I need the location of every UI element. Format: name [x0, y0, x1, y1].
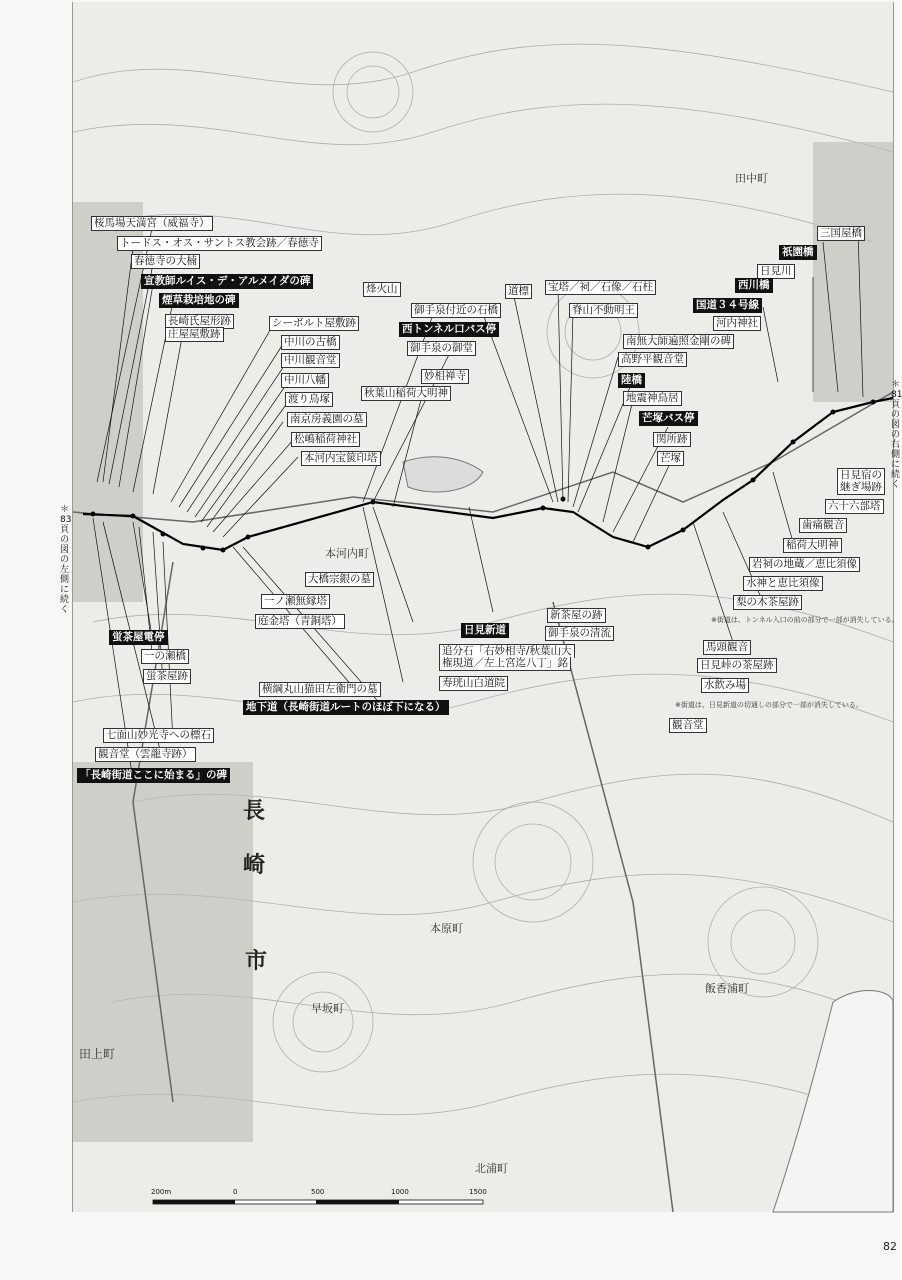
label-hokyoin[interactable]: 本河内宝篋印塔	[301, 451, 381, 466]
label-jishin[interactable]: 地震神鳥居	[623, 391, 682, 406]
label-rikkyo[interactable]: 陸橋	[618, 373, 645, 388]
label-kawachi-jinja[interactable]: 河内神社	[713, 316, 761, 331]
place-name-iikou: 飯香浦町	[705, 982, 749, 995]
place-name-kitaura: 北浦町	[475, 1162, 508, 1175]
scale-label-500: 500	[311, 1188, 325, 1196]
label-kannondo-unryu[interactable]: 観音堂（雲龍寺跡）	[95, 747, 196, 762]
label-bozuka-bus[interactable]: 芒塚バス停	[639, 411, 698, 426]
label-nishi-tunnel-bus[interactable]: 西トンネル口バス停	[399, 322, 499, 337]
label-nashi[interactable]: 梨の木茶屋跡	[733, 595, 802, 610]
label-nakagawa-kannon[interactable]: 中川観音堂	[281, 353, 340, 368]
side-note-left: ＊83頁の図の左側に続く	[60, 505, 72, 615]
label-oiwake[interactable]: 追分石「右妙相寺/秋葉山大	[439, 644, 575, 658]
label-hoto[interactable]: 宝塔／祠／石像／石柱	[545, 280, 656, 295]
note-tunnel: ※街道は、トンネル入口の前の部分で一部が消失している。	[711, 616, 899, 624]
page-number: 82	[883, 1240, 897, 1253]
label-almeida[interactable]: 宣教師ルイス・デ・アルメイダの碑	[141, 274, 313, 289]
label-anshin[interactable]: 庭金塔（青銅塔）	[255, 614, 345, 629]
label-mitarai-mido[interactable]: 御手泉の御堂	[407, 341, 476, 356]
side-note-right: ＊81頁の図の右側に続く	[891, 380, 902, 490]
label-mikuniya[interactable]: 三国屋橋	[817, 226, 865, 241]
label-inari[interactable]: 稲荷大明神	[783, 538, 842, 553]
label-himi-juku-2[interactable]: 継ぎ場跡	[837, 481, 885, 495]
label-mitarai-ishibashi[interactable]: 御手泉付近の石橋	[411, 303, 501, 318]
label-bozuka[interactable]: 芒塚	[657, 451, 684, 466]
scale-label-1500: 1500	[469, 1188, 487, 1196]
place-name-motohara: 本原町	[430, 922, 463, 935]
label-hotaru-bus[interactable]: 蛍茶屋電停	[109, 630, 168, 645]
label-suijin[interactable]: 水神と恵比須像	[743, 576, 823, 591]
scale-label-0: 0	[233, 1188, 238, 1196]
label-noroshi[interactable]: 烽火山	[363, 282, 401, 297]
label-chikado[interactable]: 地下道（長崎街道ルートのほぼ下になる）	[243, 700, 449, 715]
label-nishikawabashi[interactable]: 西川橋	[735, 278, 773, 293]
label-shuntokuji-kusu[interactable]: 春徳寺の大楠	[131, 254, 200, 269]
note-himi: ※街道は、日見新道の切通しの部分で一部が消失している。	[675, 701, 863, 709]
place-name-tagami: 田上町	[79, 1047, 116, 1061]
label-hanotsu[interactable]: 歯痛観音	[799, 518, 847, 533]
label-kokudo-34[interactable]: 国道３４号線	[693, 298, 762, 313]
label-himigawa[interactable]: 日見川	[757, 264, 795, 279]
place-name-hayasaka: 早坂町	[311, 1002, 344, 1015]
label-himi-touge[interactable]: 日見峠の茶屋跡	[697, 658, 777, 673]
scale-label-200m: 200m	[151, 1188, 172, 1196]
label-siebold[interactable]: シーボルト屋敷跡	[269, 316, 359, 331]
label-rokujuroku[interactable]: 六十六部塔	[825, 499, 884, 514]
label-sekisho[interactable]: 関所跡	[653, 432, 691, 447]
label-jurin[interactable]: 寿珖山白道院	[439, 676, 508, 691]
place-name-tanaka: 田中町	[735, 172, 768, 185]
label-nakagawa-hachiman[interactable]: 中川八幡	[281, 373, 329, 388]
label-ichinose-tou[interactable]: 一ノ瀬無縁塔	[261, 594, 330, 609]
label-sakurababa[interactable]: 桜馬場天満宮（威福寺）	[91, 216, 213, 231]
place-name-shi: 市	[245, 949, 268, 974]
place-name-hon-kawachi: 本河内町	[325, 547, 369, 560]
label-takano[interactable]: 高野平観音堂	[618, 352, 687, 367]
label-myosoji[interactable]: 妙相禅寺	[421, 369, 469, 384]
place-name-nagasaki-2: 崎	[243, 853, 266, 878]
scale-bar	[151, 1188, 491, 1212]
label-akiba[interactable]: 秋葉山稲荷大明神	[361, 386, 451, 401]
label-watari[interactable]: 渡り鳥塚	[285, 392, 333, 407]
label-gionbashi[interactable]: 祇園橋	[779, 245, 817, 260]
label-kannondo[interactable]: 観音堂	[669, 718, 707, 733]
label-yokozuna[interactable]: 横綱丸山猫田左衛門の墓	[259, 682, 381, 697]
label-iwahokora[interactable]: 岩祠の地蔵／恵比須像	[749, 557, 860, 572]
label-himi-shindo[interactable]: 日見新道	[461, 623, 509, 638]
scale-label-1000: 1000	[391, 1188, 409, 1196]
label-oiwake-2[interactable]: 権現道／左上宮迄八丁」銘	[439, 657, 571, 671]
label-hotaru-ato[interactable]: 蛍茶屋跡	[143, 669, 191, 684]
label-himi-juku[interactable]: 日見宿の	[837, 468, 885, 482]
label-shichimen[interactable]: 七面山妙光寺への標石	[103, 728, 214, 743]
label-start-monument[interactable]: 「長崎街道ここに始まる」の碑	[77, 768, 230, 783]
label-ichinose-bashi[interactable]: 一の瀬橋	[141, 649, 189, 664]
label-tabako[interactable]: 煙草栽培地の碑	[159, 293, 239, 308]
label-todos[interactable]: トードス・オス・サントス教会跡／春徳寺	[117, 236, 322, 251]
label-michishirube[interactable]: 道標	[505, 284, 532, 299]
label-shoya[interactable]: 庄屋屋敷跡	[165, 327, 224, 342]
label-nakagawa-kobashi[interactable]: 中川の古橋	[281, 335, 340, 350]
label-nagasaki-shi[interactable]: 長崎氏屋形跡	[165, 314, 234, 329]
label-henjo[interactable]: 南無大師遍照金剛の碑	[623, 334, 734, 349]
label-shinchaya[interactable]: 新茶屋の跡	[547, 608, 606, 623]
label-mizunomi[interactable]: 水飲み場	[701, 678, 749, 693]
label-mitarai-shimizu[interactable]: 御手泉の清流	[545, 626, 614, 641]
label-bato[interactable]: 馬頭観音	[703, 640, 751, 655]
label-matsushima[interactable]: 松嶋稲荷神社	[291, 432, 360, 447]
label-fudo[interactable]: 脊山不動明王	[569, 303, 638, 318]
place-name-nagasaki: 長	[243, 799, 266, 824]
label-nankyo[interactable]: 南京房義園の墓	[287, 412, 367, 427]
label-ohashi[interactable]: 大橋宗銀の墓	[305, 572, 374, 587]
